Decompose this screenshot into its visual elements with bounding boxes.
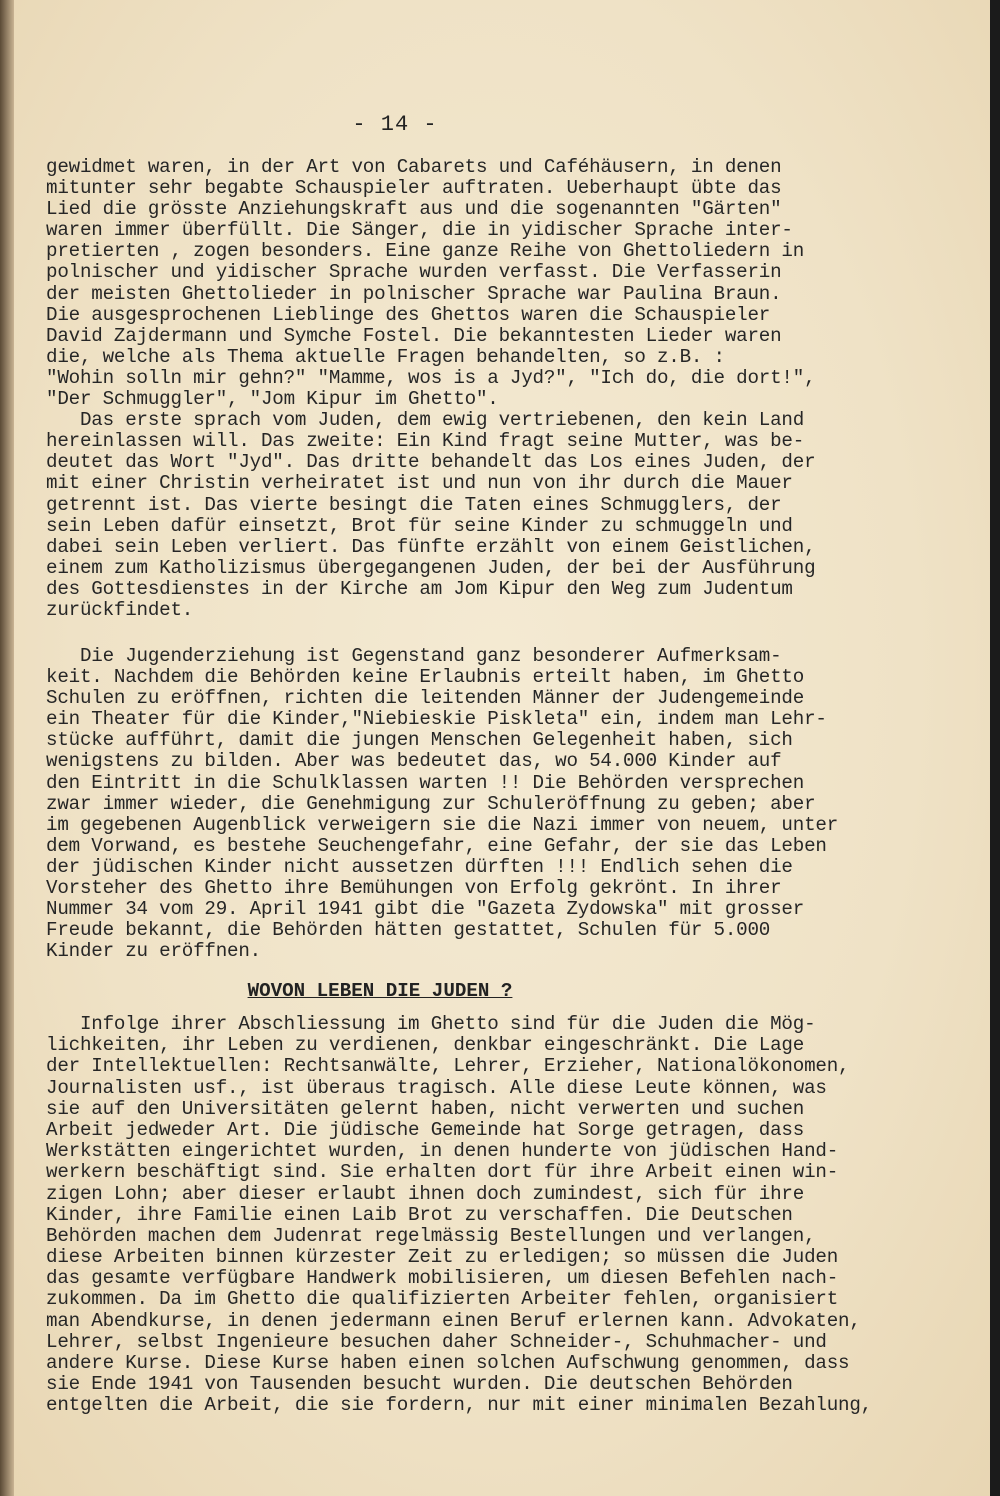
- text-line: der Intellektuellen: Rechtsanwälte, Lehrer, Erzieher, Nationalökonomen,: [46, 1055, 850, 1078]
- text-line: keit. Nachdem die Behörden keine Erlaubnis erteilt haben, im Ghetto: [46, 666, 805, 689]
- text-line: Vorsteher des Ghetto ihre Bemühungen von Erfolg gekrönt. In ihrer: [46, 877, 782, 900]
- text-line: zurückfindet.: [46, 598, 194, 621]
- text-line: Lied die grösste Anziehungskraft aus und die sogenannten "Gärten": [46, 198, 782, 221]
- text-line: sie Ende 1941 von Tausenden besucht wurden. Die deutschen Behörden: [46, 1373, 793, 1396]
- text-line: diese Arbeiten binnen kürzester Zeit zu erledigen; so müssen die Juden: [46, 1246, 839, 1269]
- text-line: Werkstätten eingerichtet wurden, in denen hunderte von jüdischen Hand-: [46, 1140, 839, 1163]
- text-line: Nummer 34 vom 29. April 1941 gibt die "Gazeta Zydowska" mit grosser: [46, 898, 805, 921]
- text-line: einem zum Katholizismus übergegangenen Juden, der bei der Ausführung: [46, 556, 816, 579]
- text-line: der jüdischen Kinder nicht aussetzen dürften !!! Endlich sehen die: [46, 855, 793, 878]
- text-line: dabei sein Leben verliert. Das fünfte erzählt von einem Geistlichen,: [46, 535, 816, 558]
- text-line: die, welche als Thema aktuelle Fragen behandelten, so z.B. :: [46, 345, 725, 368]
- text-line: man Abendkurse, in denen jedermann einen Beruf erlernen kann. Advokaten,: [46, 1309, 861, 1332]
- text-line: wenigstens zu bilden. Aber was bedeutet das, wo 54.000 Kinder auf: [46, 750, 782, 773]
- text-line: Infolge ihrer Abschliessung im Ghetto sind für die Juden die Mög-: [46, 1013, 816, 1035]
- page-binding-edge: [0, 0, 14, 1496]
- text-line: des Gottesdienstes in der Kirche am Jom Kipur den Weg zum Judentum: [46, 577, 793, 600]
- text-line: der meisten Ghettolieder in polnischer Sprache war Paulina Braun.: [46, 282, 782, 305]
- text-line: waren immer überfüllt. Die Sänger, die in yidischer Sprache inter-: [46, 219, 793, 242]
- text-line: Die Jugenderziehung ist Gegenstand ganz besonderer Aufmerksam-: [46, 645, 782, 667]
- section-heading: WOVON LEBEN DIE JUDEN ?: [247, 980, 513, 1002]
- text-line: hereinlassen will. Das zweite: Ein Kind fragt seine Mutter, was be-: [46, 430, 805, 453]
- paragraph-block-top: [46, 157, 946, 621]
- text-line: getrennt ist. Das vierte besingt die Taten eines Schmugglers, der: [46, 493, 782, 516]
- text-line: Freude bekannt, die Behörden hätten gestattet, Schulen für 5.000: [46, 919, 771, 942]
- text-line: "Der Schmuggler", "Jom Kipur im Ghetto".: [46, 388, 499, 411]
- text-line: sie auf den Universitäten gelernt haben, nicht verwerten und suchen: [46, 1097, 805, 1120]
- text-line: Das erste sprach vom Juden, dem ewig vertriebenen, den kein Land: [46, 409, 805, 432]
- text-line: im gegebenen Augenblick verweigern sie die Nazi immer von neuem, unter: [46, 813, 839, 836]
- text-line: pretierten , zogen besonders. Eine ganze Reihe von Ghettoliedern in: [46, 240, 805, 263]
- text-line: Schulen zu eröffnen, richten die leitenden Männer der Judengemeinde: [46, 687, 805, 710]
- text-line: ein Theater für die Kinder,"Niebieskie Piskleta" ein, indem man Lehr-: [46, 708, 827, 731]
- text-line: gewidmet waren, in der Art von Cabarets und Caféhäusern, in denen: [46, 156, 782, 178]
- text-line: das gesamte verfügbare Handwerk mobilisieren, um diesen Befehlen nach-: [46, 1267, 839, 1290]
- text-line: stücke aufführt, damit die jungen Menschen Gelegenheit haben, sich: [46, 729, 793, 752]
- paragraph-block-bottom: [46, 1014, 946, 1417]
- text-line: zukommen. Da im Ghetto die qualifizierten Arbeiter fehlen, organisiert: [46, 1288, 839, 1311]
- text-line: polnischer und yidischer Sprache wurden verfasst. Die Verfasserin: [46, 261, 782, 284]
- text-line: sein Leben dafür einsetzt, Brot für seine Kinder zu schmuggeln und: [46, 514, 793, 537]
- text-line: lichkeiten, ihr Leben zu verdienen, denkbar eingeschränkt. Die Lage: [46, 1034, 805, 1057]
- text-line: David Zajdermann und Symche Fostel. Die bekanntesten Lieder waren: [46, 324, 782, 347]
- text-line: den Eintritt in die Schulklassen warten !! Die Behörden versprechen: [46, 771, 805, 794]
- text-line: zwar immer wieder, die Genehmigung zur Schuleröffnung zu geben; aber: [46, 792, 816, 815]
- text-line: Behörden machen dem Judenrat regelmässig Bestellungen und verlangen,: [46, 1224, 816, 1247]
- text-line: andere Kurse. Diese Kurse haben einen solchen Aufschwung genommen, dass: [46, 1352, 850, 1374]
- text-line: Kinder, ihre Familie einen Laib Brot zu verschaffen. Die Deutschen: [46, 1203, 793, 1226]
- text-line: Arbeit jedweder Art. Die jüdische Gemeinde hat Sorge getragen, dass: [46, 1118, 805, 1141]
- text-line: Lehrer, selbst Ingenieure besuchen daher Schneider-, Schuhmacher- und: [46, 1330, 827, 1353]
- paragraph-block-middle: [46, 646, 946, 962]
- text-line: werkern beschäftigt sind. Sie erhalten dort für ihre Arbeit einen win-: [46, 1161, 839, 1184]
- text-line: zigen Lohn; aber dieser erlaubt ihnen doch zumindest, sich für ihre: [46, 1182, 805, 1205]
- text-line: Die ausgesprochenen Lieblinge des Ghettos waren die Schauspieler: [46, 303, 771, 326]
- text-line: mit einer Christin verheiratet ist und nun von ihr durch die Mauer: [46, 472, 793, 495]
- text-line: entgelten die Arbeit, die sie fordern, nur mit einer minimalen Bezahlung,: [46, 1394, 872, 1417]
- text-line: deutet das Wort "Jyd". Das dritte behandelt das Los eines Juden, der: [46, 451, 816, 474]
- page-number: - 14 -: [352, 112, 438, 137]
- text-line: "Wohin solln mir gehn?" "Mamme, wos is a Jyd?", "Ich do, die dort!",: [46, 366, 816, 389]
- text-line: Kinder zu eröffnen.: [46, 940, 261, 963]
- text-line: mitunter sehr begabte Schauspieler auftraten. Ueberhaupt übte das: [46, 177, 782, 200]
- scan-border: [990, 0, 1000, 1496]
- text-line: Journalisten usf., ist überaus tragisch. Alle diese Leute können, was: [46, 1076, 827, 1099]
- text-line: dem Vorwand, es bestehe Seuchengefahr, eine Gefahr, der sie das Leben: [46, 834, 827, 857]
